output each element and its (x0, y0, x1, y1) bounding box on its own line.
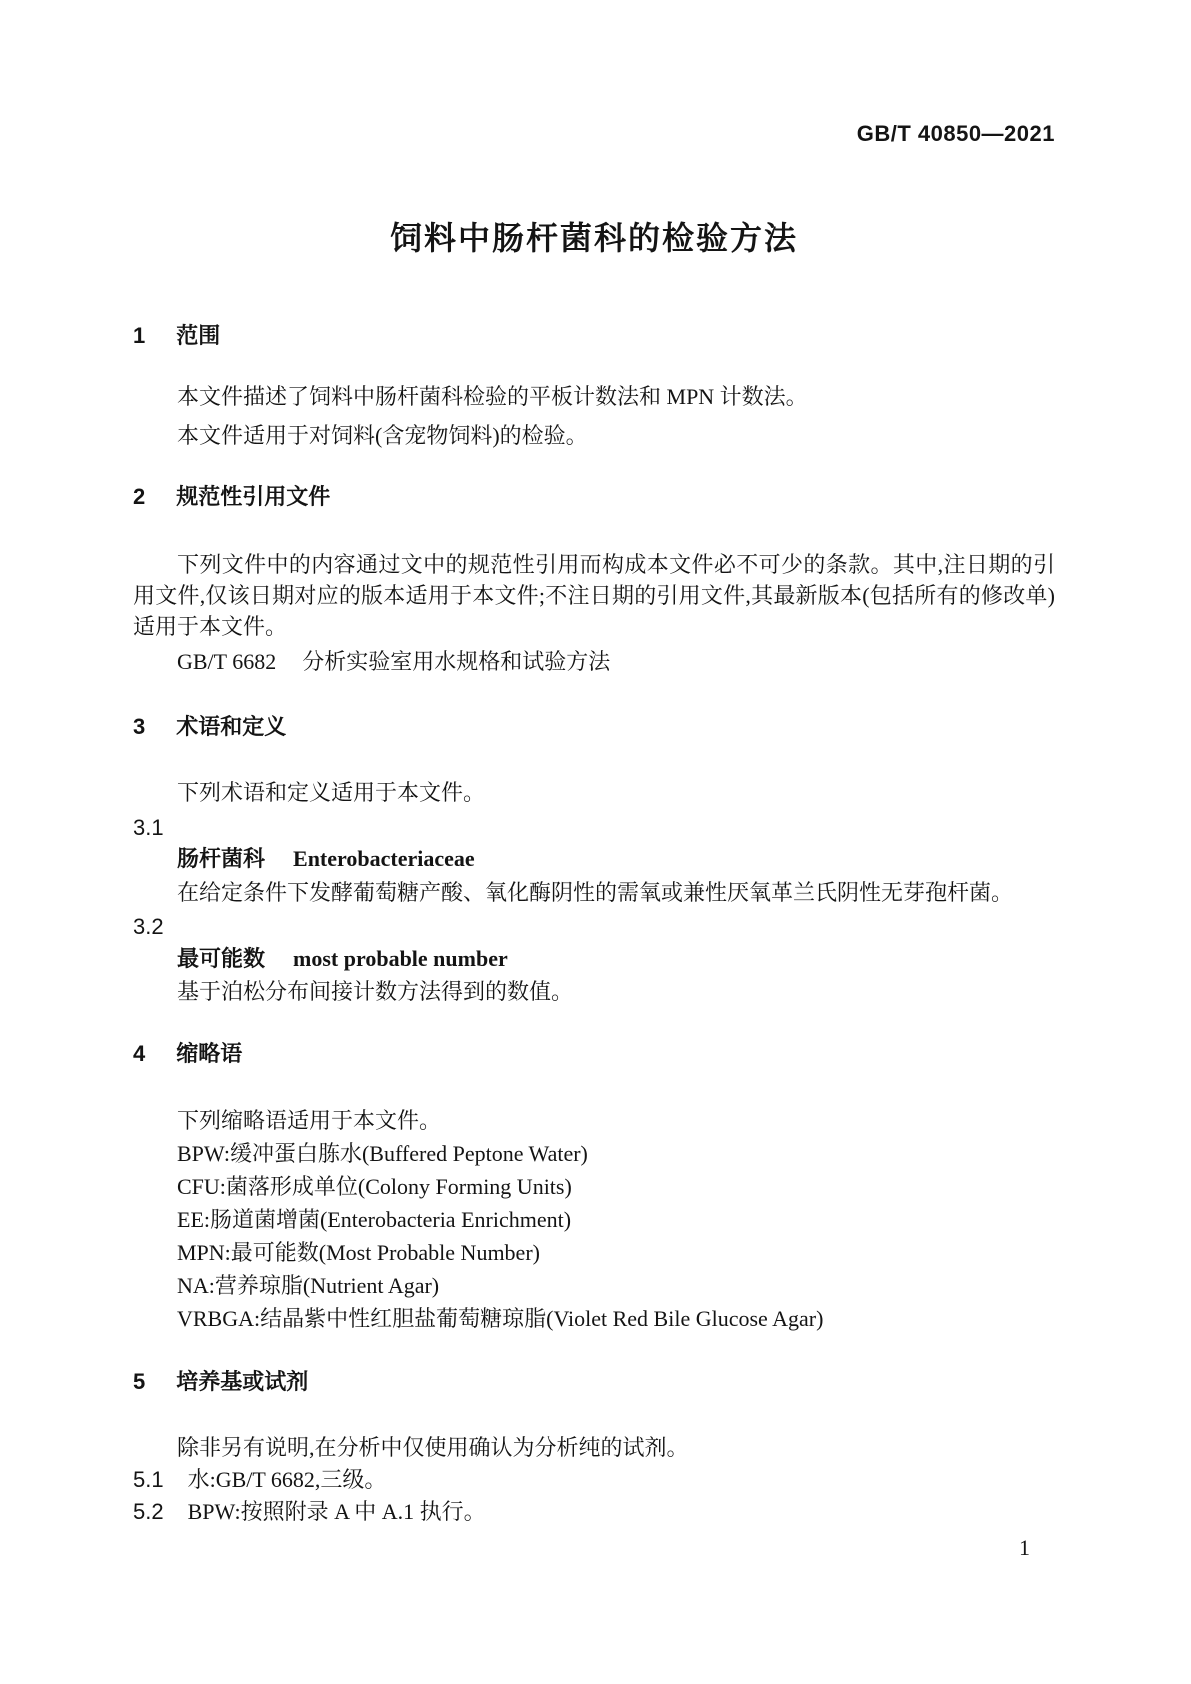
term-1-chinese: 肠杆菌科 (177, 846, 266, 871)
document-title: 饲料中肠杆菌科的检验方法 (389, 220, 798, 256)
clause-5-2 (133, 1496, 1055, 1527)
section-2-paragraph: 下列文件中的内容通过文中的规范性引用而构成本文件必不可少的条款。其中,注日期的引用文件,仅该日期对应的版本适用于本文件;不注日期的引用文件,其最新版本(包括所有的修改单)适用于本文件。 (133, 552, 1055, 639)
reference-code: GB/T 6682 (177, 649, 277, 674)
term-1-definition: 在给定条件下发酵葡萄糖产酸、氧化酶阴性的需氧或兼性厌氧革兰氏阴性无芽孢杆菌。 (177, 880, 1014, 905)
term-2-definition: 基于泊松分布间接计数方法得到的数值。 (177, 979, 574, 1004)
page-number: 1 (1019, 1535, 1030, 1560)
section-1-heading (133, 321, 1055, 351)
reference-title: 分析实验室用水规格和试验方法 (302, 649, 611, 674)
term-2-label: 3.2 (133, 914, 164, 939)
section-4-number: 4 (133, 1041, 146, 1066)
term-1-line (133, 844, 1055, 877)
section-3-number: 3 (133, 714, 146, 739)
section-5-title: 培养基或试剂 (176, 1369, 309, 1394)
abbreviation-vrbga: VRBGA:结晶紫中性红胆盐葡萄糖琼脂(Violet Red Bile Glucose Agar) (177, 1306, 824, 1331)
section-2-number: 2 (133, 484, 146, 509)
abbreviation-mpn: MPN:最可能数(Most Probable Number) (177, 1240, 540, 1265)
section-4-title: 缩略语 (176, 1041, 243, 1066)
abbreviation-ee: EE:肠道菌增菌(Enterobacteria Enrichment) (177, 1207, 572, 1232)
standard-code: GB/T 40850—2021 (856, 121, 1055, 146)
abbreviation-list (133, 1137, 1055, 1335)
section-5-intro: 除非另有说明,在分析中仅使用确认为分析纯的试剂。 (177, 1435, 689, 1460)
section-4-intro: 下列缩略语适用于本文件。 (177, 1108, 442, 1133)
abbreviation-bpw: BPW:缓冲蛋白胨水(Buffered Peptone Water) (177, 1141, 588, 1166)
section-4-heading (133, 1039, 1055, 1069)
clause-5-2-number: 5.2 (133, 1499, 164, 1524)
section-3-intro: 下列术语和定义适用于本文件。 (177, 780, 486, 805)
section-2-title: 规范性引用文件 (176, 484, 331, 509)
section-1-title: 范围 (176, 323, 221, 348)
normative-reference (133, 646, 1055, 677)
page-content (133, 0, 1055, 1684)
term-2-chinese: 最可能数 (177, 946, 266, 971)
section-3-heading (133, 712, 1055, 742)
abbreviation-na: NA:营养琼脂(Nutrient Agar) (177, 1273, 440, 1298)
section-5-heading (133, 1367, 1055, 1397)
section-1-paragraph-1: 本文件描述了饲料中肠杆菌科检验的平板计数法和 MPN 计数法。 (177, 384, 808, 409)
term-1-label: 3.1 (133, 815, 164, 840)
section-5-number: 5 (133, 1369, 146, 1394)
section-1-number: 1 (133, 323, 146, 348)
clause-5-2-text: BPW:按照附录 A 中 A.1 执行。 (187, 1499, 486, 1524)
section-1-paragraph-2: 本文件适用于对饲料(含宠物饲料)的检验。 (177, 423, 588, 448)
clause-5-1-number: 5.1 (133, 1467, 164, 1492)
section-3-title: 术语和定义 (176, 714, 287, 739)
clause-5-1-text: 水:GB/T 6682,三级。 (187, 1467, 387, 1492)
section-2-heading (133, 482, 1055, 512)
term-2-line (133, 944, 1055, 977)
term-1-english: Enterobacteriaceae (293, 846, 475, 871)
abbreviation-cfu: CFU:菌落形成单位(Colony Forming Units) (177, 1174, 572, 1199)
clause-5-1 (133, 1464, 1055, 1495)
term-2-english: most probable number (293, 946, 508, 971)
